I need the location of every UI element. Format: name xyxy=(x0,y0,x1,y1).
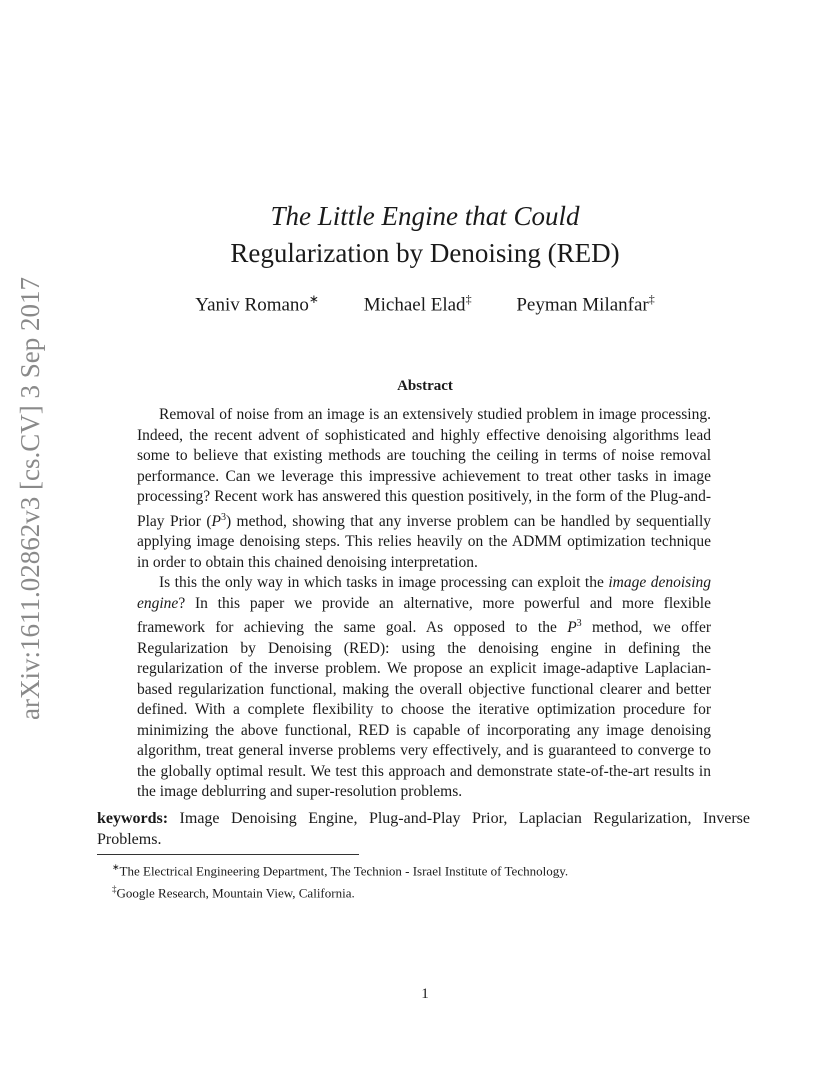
footnote-mark: ∗ xyxy=(112,862,120,872)
abstract-text: ) method, showing that any inverse problem can be handled by sequentially applying image denoising steps. This relies heavily on the ADMM optimization technique in order to obtain this chained denoising interpretation. xyxy=(137,512,712,571)
footnote-1 xyxy=(112,858,732,880)
abstract-body xyxy=(137,405,711,803)
author-2 xyxy=(364,292,472,316)
author-1 xyxy=(195,292,319,316)
abstract-text: ? In this paper we provide an alternative, more powerful and more flexible framework for achieving the same goal. As opposed to the xyxy=(137,594,711,637)
author-3 xyxy=(516,292,654,316)
keywords-text: Image Denoising Engine, Plug-and-Play Prior, Laplacian Regularization, Inverse Problems. xyxy=(97,810,750,848)
abstract-paragraph-2 xyxy=(137,573,711,803)
author-name: Michael Elad xyxy=(363,294,466,316)
abstract-text: method, we offer Regularization by Denoising (RED): using the denoising engine in defining the regularization of the inverse problem. We propose an explicit image-adaptive Laplacian-based regularization functional, making the overall objective functional clearer and better defined. With a complete flexibility to choose the iterative optimization procedure for minimizing the above functional, RED is capable of incorporating any image denoising algorithm, treat general inverse problems very effectively, and is guaranteed to converge to the globally optimal result. We test this approach and demonstrate state-of-the-art results in the image deblurring and super-resolution problems. xyxy=(137,619,711,801)
footnotes xyxy=(112,858,732,903)
footnote-2 xyxy=(112,880,732,902)
arxiv-stamp: arXiv:1611.02862v3 [cs.CV] 3 Sep 2017 xyxy=(15,277,45,720)
author-list xyxy=(0,292,828,316)
paper-title xyxy=(0,198,828,272)
math-p3-exponent: 3 xyxy=(576,618,582,630)
abstract-heading: Abstract xyxy=(397,378,453,394)
author-name: Yaniv Romano xyxy=(195,294,309,316)
title-line-2: Regularization by Denoising (RED) xyxy=(230,238,620,268)
emphasis-text: image denoising engine xyxy=(137,574,711,612)
title-line-1: The Little Engine that Could xyxy=(270,201,580,231)
footnote-divider xyxy=(97,854,359,855)
math-p3-exponent: 3 xyxy=(220,511,226,523)
footnote-mark: ‡ xyxy=(112,884,117,895)
keywords xyxy=(97,808,750,850)
page-number: 1 xyxy=(421,986,429,1002)
math-p3: P xyxy=(211,512,221,530)
author-affiliation-mark: ‡ xyxy=(648,292,655,306)
author-affiliation-mark: ∗ xyxy=(308,292,319,306)
abstract-text: Removal of noise from an image is an extensively studied problem in image processing. Indeed, the recent advent of sophisticated and highly effective denoising algorithms lead some to believe that existing methods are touching the ceiling in terms of noise removal performance. Can we leverage this impressive achievement to treat other tasks in image processing? Recent work has answered this question positively, in the form of the Plug-and-Play Prior ( xyxy=(137,406,711,530)
footnote-text: The Electrical Engineering Department, The Technion - Israel Institute of Technology. xyxy=(119,863,569,879)
abstract-text: Is this the only way in which tasks in image processing can exploit the xyxy=(159,574,609,592)
keywords-label: keywords: xyxy=(97,810,169,827)
math-p3: P xyxy=(567,619,577,637)
abstract-paragraph-1 xyxy=(137,405,711,573)
footnote-text: Google Research, Mountain View, California. xyxy=(116,885,355,901)
author-name: Peyman Milanfar xyxy=(516,294,649,316)
author-affiliation-mark: ‡ xyxy=(465,292,472,306)
